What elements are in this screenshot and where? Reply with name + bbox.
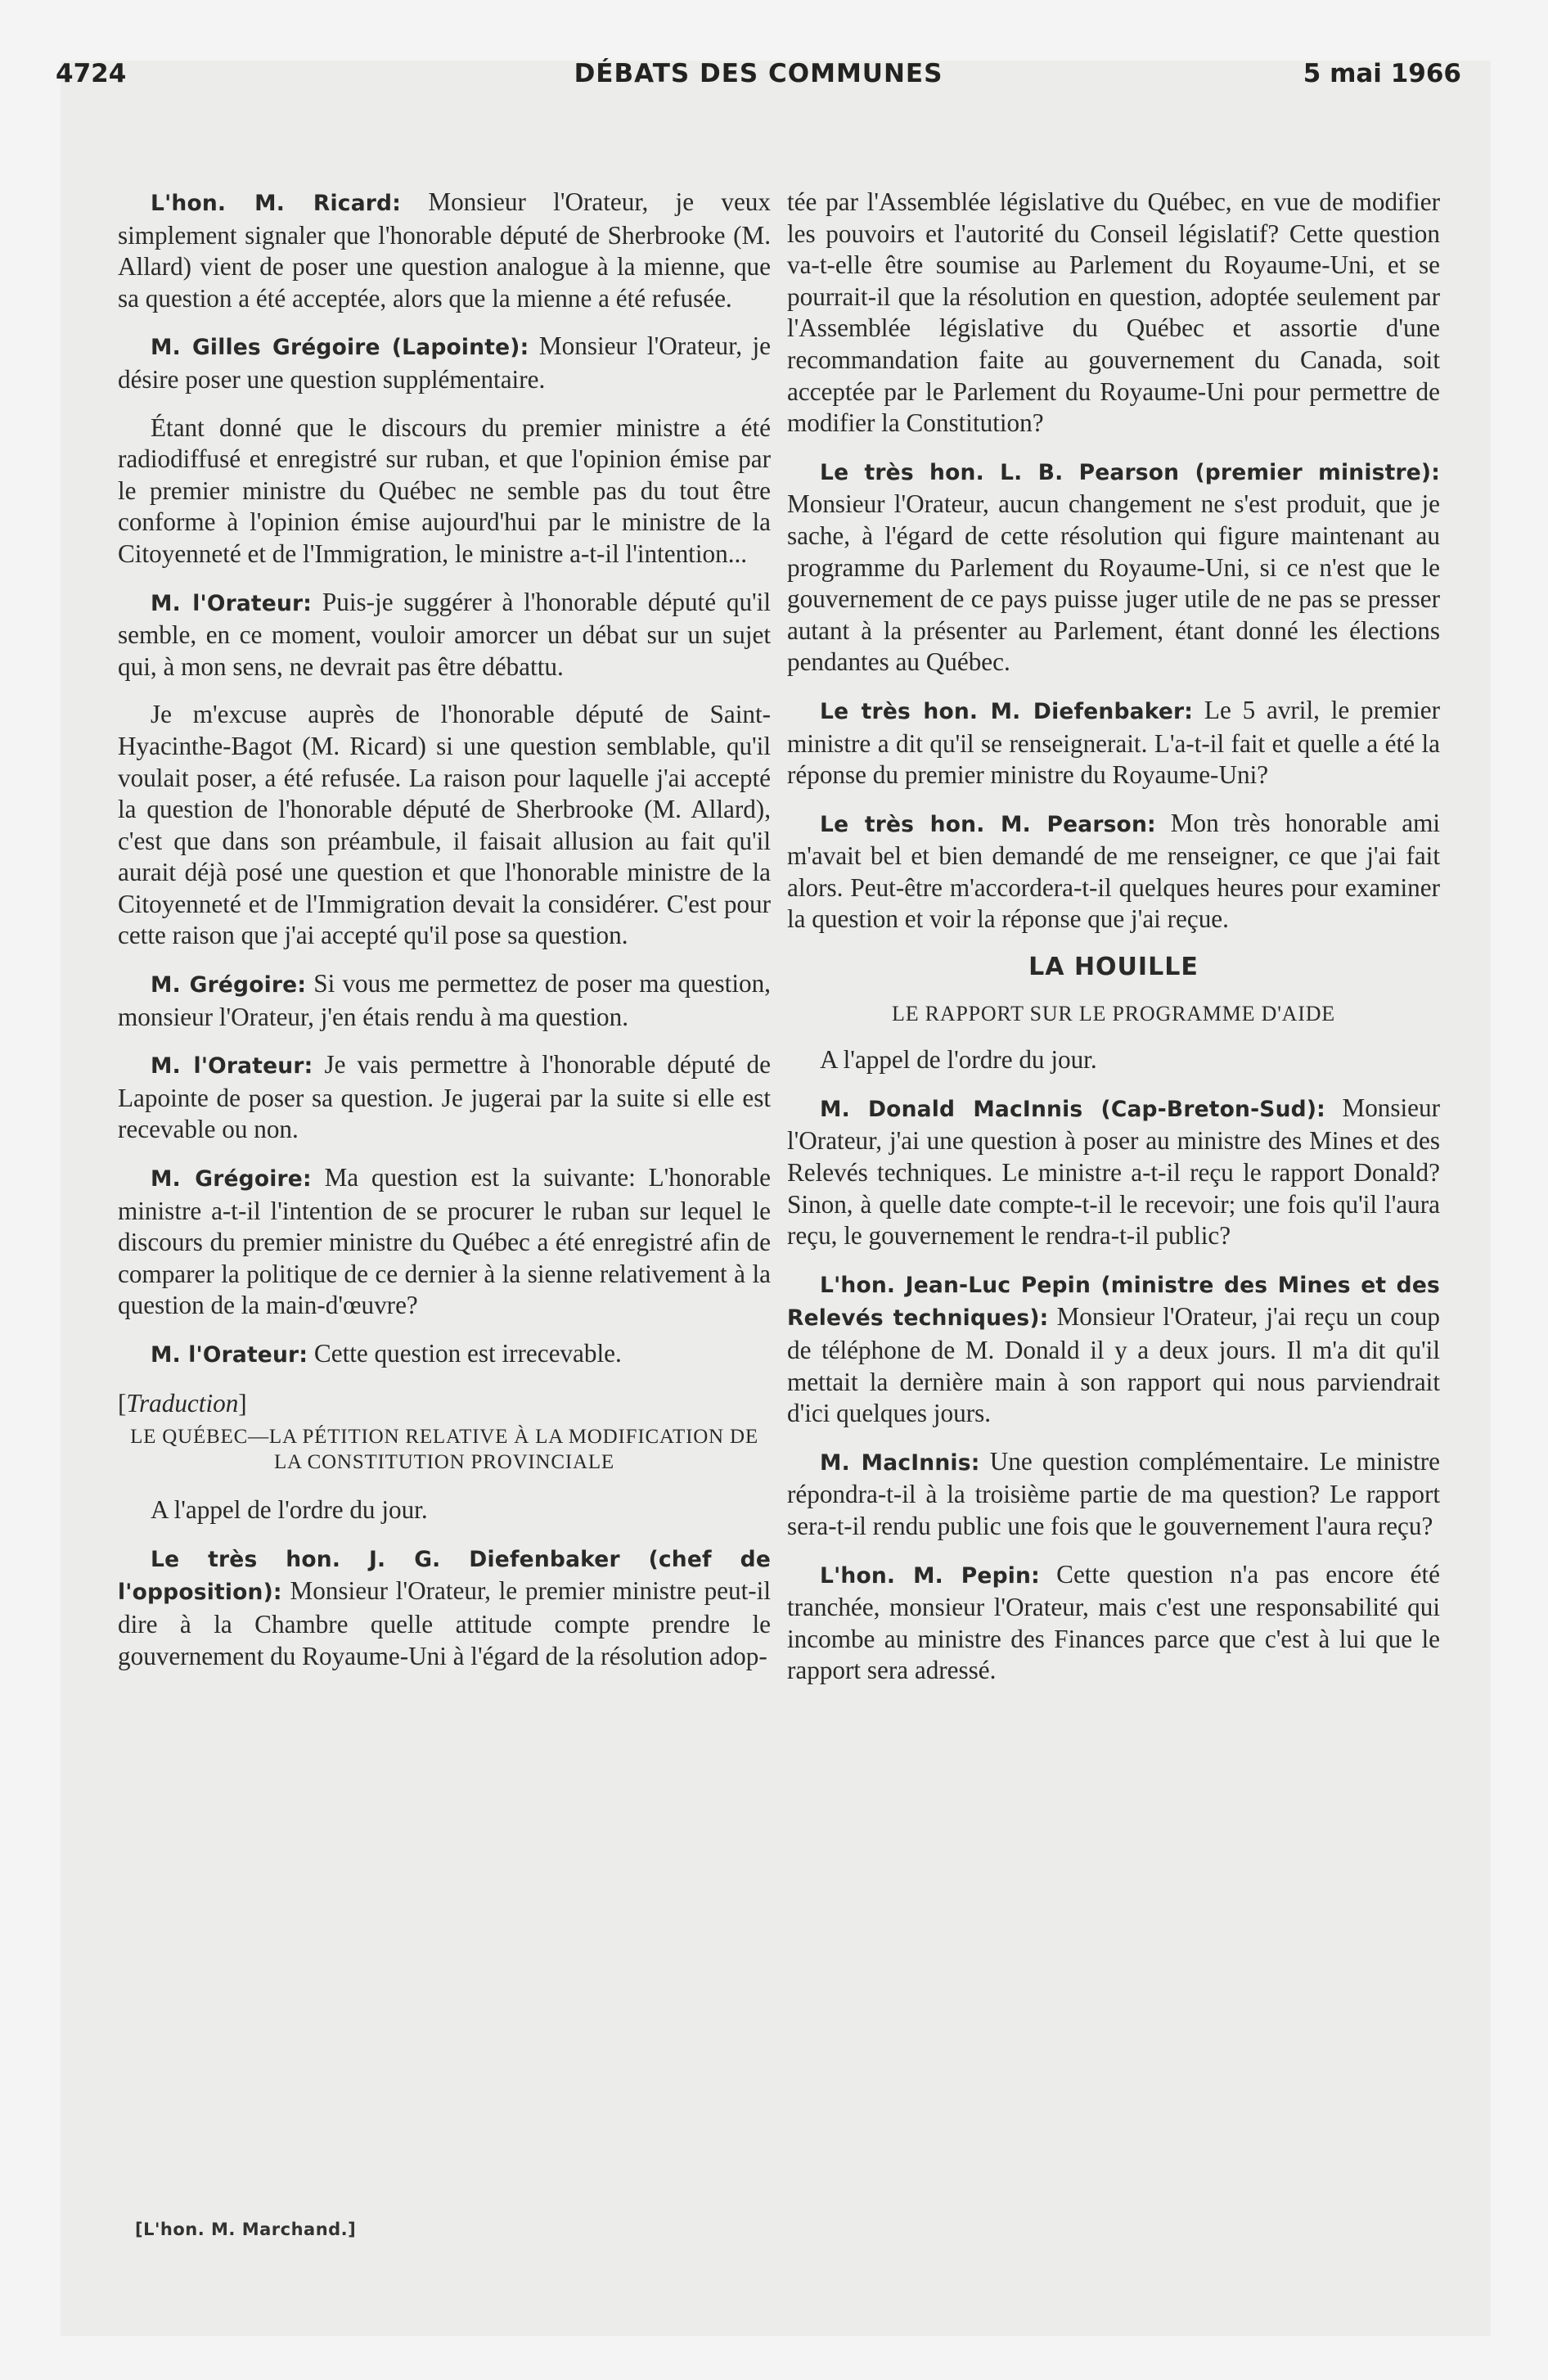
speaker-name: M. l'Orateur:	[151, 1053, 313, 1080]
speech-text: Puis-je suggérer à l'honorable député qu'il semble, en ce moment, vouloir amorcer un débat sur un sujet qui, à mon sens, ne devrait pas être débattu.	[118, 587, 771, 681]
page-number: 4724	[56, 59, 127, 88]
speaker-name: M. MacInnis:	[820, 1449, 980, 1476]
speaker-name: Le très hon. L. B. Pearson (premier ministre):	[820, 459, 1440, 485]
speech-text: Le 5 avril, le premier ministre a dit qu'il se renseignerait. L'a-t-il fait et quelle a été la réponse du premier ministre du Royaume-Uni?	[787, 695, 1440, 790]
paragraph	[787, 695, 1440, 791]
speaker-name: L'hon. M. Pepin:	[820, 1562, 1040, 1589]
speech-text: Monsieur l'Orateur, je veux simplement signaler que l'honorable député de Sherbrooke (M. Allard) vient de poser une question analogue à la mienne, que sa question a été acceptée, alors que la mienne a été refusée.	[118, 187, 771, 313]
speaker-name: M. Grégoire:	[151, 1166, 312, 1192]
paragraph	[118, 187, 771, 314]
speech-text: Je vais permettre à l'honorable député de Lapointe de poser sa question. Je jugerai par la suite si elle est recevable ou non.	[118, 1050, 771, 1144]
paragraph	[118, 331, 771, 395]
paragraph: A l'appel de l'ordre du jour.	[151, 1495, 428, 1525]
speech-text: Monsieur l'Orateur, je désire poser une question supplémentaire.	[118, 331, 772, 394]
section-title: LA HOUILLE	[1028, 953, 1199, 982]
paragraph	[787, 1446, 1440, 1543]
speech-text: Une question complémentaire. Le ministre répondra-t-il à la troisième partie de ma question? Le rapport sera-t-il rendu public une fois que le gouvernement l'aura reçu?	[787, 1446, 1441, 1540]
page-title: DÉBATS DES COMMUNES	[574, 59, 943, 88]
speaker-name: L'hon. Jean-Luc Pepin (ministre des Mines et des Relevés techniques):	[787, 1272, 1440, 1332]
paragraph	[787, 456, 1440, 678]
speech-text: Cette question est irrecevable.	[308, 1339, 622, 1368]
translation-note: [Traduction]	[118, 1388, 247, 1418]
paragraph	[118, 1543, 771, 1672]
paragraph	[787, 1269, 1440, 1430]
paragraph	[118, 1049, 771, 1146]
speech-text: Ma question est la suivante: L'honorable ministre a-t-il l'intention de se procurer le ruban sur lequel le discours du premier ministre du Québec a été enregistré afin de comparer la politique de ce dernier à la sienne relativement à la question de la main-d'œuvre?	[118, 1163, 771, 1320]
speech-text: Si vous me permettez de poser ma question, monsieur l'Orateur, j'en étais rendu à ma question.	[118, 969, 771, 1031]
section-subtitle: LE RAPPORT SUR LE PROGRAMME D'AIDE	[892, 1001, 1335, 1025]
left-column	[118, 187, 771, 1688]
paragraph: Je m'excuse auprès de l'honorable député de Saint-Hyacinthe-Bagot (M. Ricard) si une question semblable, qu'il voulait poser, a été refusée. La raison pour laquelle j'ai accepté la question de l'honorable député de Sherbrooke (M. Allard), c'est que dans son préambule, il faisait allusion au fait qu'il aurait déjà posé une question et que l'honorable ministre de la Citoyenneté et de l'Immigration devait la considérer. C'est pour cette raison que j'ai accepté qu'il pose sa question.	[118, 700, 771, 950]
section-subheading: LE QUÉBEC—LA PÉTITION RELATIVE À LA MODIFICATION DE LA CONSTITUTION PROVINCIALE	[130, 1426, 758, 1474]
paragraph: tée par l'Assemblée législative du Québec, en vue de modifier les pouvoirs et l'autorité du Conseil législatif? Cette question va-t-elle être soumise au Parlement du Royaume-Uni, et se pourrait-il que la résolution en question, adoptée seulement par l'Assemblée législative du Québec et assortie d'une recommandation faite au gouvernement du Canada, soit acceptée par le Parlement du Royaume-Uni pour permettre de modifier la Constitution?	[787, 187, 1440, 438]
page-date: 5 mai 1966	[1303, 59, 1461, 88]
page-footer-note: [L'hon. M. Marchand.]	[135, 2220, 357, 2239]
paragraph	[787, 808, 1440, 935]
speaker-name: Le très hon. M. Pearson:	[820, 811, 1156, 837]
right-column	[787, 187, 1440, 1703]
speech-text: Mon très honorable ami m'avait bel et bien demandé de me renseigner, ce que j'ai fait alors. Peut-être m'accordera-t-il quelques heures pour examiner la question et voir la réponse que j'ai reçue.	[787, 808, 1441, 934]
paragraph	[118, 587, 771, 683]
paragraph	[118, 1162, 771, 1322]
speech-text: Monsieur l'Orateur, aucun changement ne s'est produit, que je sache, à l'égard de cette résolution qui figure maintenant au programme du Parlement du Royaume-Uni, si ce n'est que le gouvernement de ce pays puisse juger utile de ne pas se presser autant à la présenter au Parlement, étant donné les élections pendantes au Québec.	[787, 489, 1440, 677]
paragraph: Étant donné que le discours du premier ministre a été radiodiffusé et enregistré sur ruban, et que l'opinion émise par le premier ministre du Québec ne semble pas du tout être conforme à l'opinion émise aujourd'hui par le ministre de la Citoyenneté et de l'Immigration, le ministre a-t-il l'intention...	[118, 412, 771, 568]
speech-text: Monsieur l'Orateur, j'ai une question à poser au ministre des Mines et des Relevés techniques. Le ministre a-t-il reçu le rapport Donald? Sinon, à quelle date compte-t-il le recevoir; une fois qu'il l'aura reçu, le gouvernement le rendra-t-il public?	[787, 1093, 1441, 1251]
paragraph	[118, 1338, 771, 1372]
speaker-name: M. Grégoire:	[151, 972, 307, 998]
speaker-name: M. Gilles Grégoire (Lapointe):	[151, 335, 529, 361]
speaker-name: Le très hon. M. Diefenbaker:	[820, 698, 1194, 724]
speech-text: Monsieur l'Orateur, j'ai reçu un coup de téléphone de M. Donald il y a deux jours. Il m'a dit qu'il mettait la dernière main à son rapport qui nous parviendrait d'ici quelques jours.	[787, 1302, 1440, 1428]
speaker-name: M. Donald MacInnis (Cap-Breton-Sud):	[820, 1096, 1325, 1122]
speaker-name: M. l'Orateur:	[151, 590, 313, 616]
speech-text: Monsieur l'Orateur, le premier ministre peut-il dire à la Chambre quelle attitude compte prendre le gouvernement du Royaume-Uni à l'égard de la résolution adop-	[118, 1576, 771, 1670]
translation-label: Traduction	[126, 1388, 239, 1418]
speaker-name: Le très hon. J. G. Diefenbaker (chef de l'opposition):	[118, 1546, 771, 1606]
paragraph: A l'appel de l'ordre du jour.	[820, 1045, 1097, 1075]
speech-text: Cette question n'a pas encore été tranchée, monsieur l'Orateur, mais c'est une responsabilité qui incombe au ministre des Finances parce que c'est à lui que le rapport sera adressé.	[787, 1559, 1440, 1685]
paragraph	[118, 968, 771, 1033]
paragraph	[787, 1093, 1440, 1252]
page-header	[56, 59, 1461, 100]
speaker-name: M. l'Orateur:	[151, 1342, 308, 1368]
paragraph	[787, 1559, 1440, 1687]
speaker-name: L'hon. M. Ricard:	[151, 191, 402, 216]
